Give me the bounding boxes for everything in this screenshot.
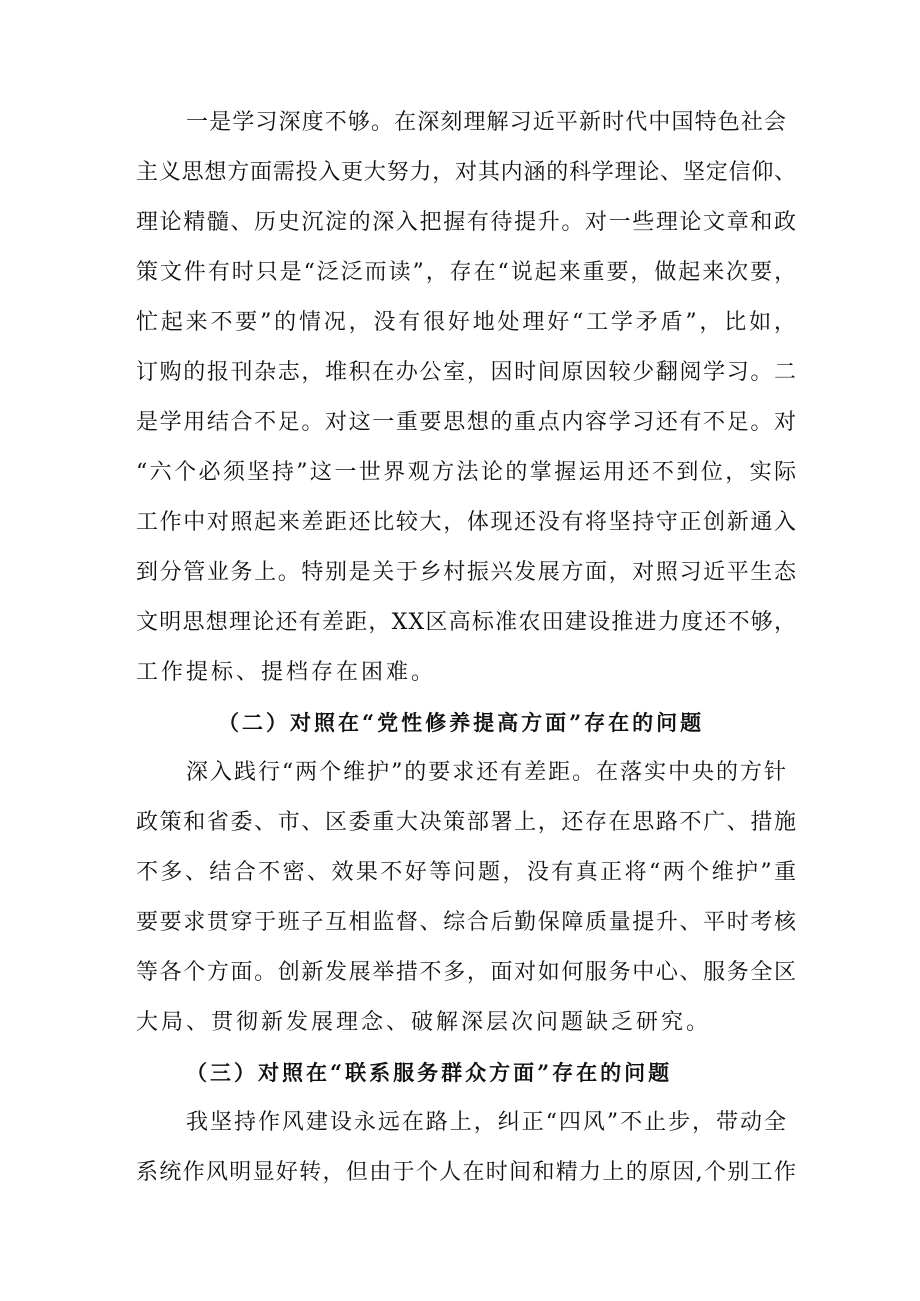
body-text-line: 主义思想方面需投入更大努力，对其内涵的科学理论、坚定信仰、 — [136, 160, 797, 185]
body-text-line: 订购的报刊杂志，堆积在办公室，因时间原因较少翻阅学习。二 — [136, 360, 798, 385]
body-text-line: 策文件有时只是“泛泛而读”，存在“说起来重要，做起来次要， — [136, 260, 799, 285]
body-text-line: 要要求贯穿于班子互相监督、综合后勤保障质量提升、平时考核 — [136, 910, 798, 935]
body-text-line: 工作提标、提档存在困难。 — [136, 660, 437, 685]
body-text-line: 系统作风明显好转，但由于个人在时间和精力上的原因,个别工作 — [136, 1160, 798, 1185]
body-text-line: 理论精髓、历史沉淀的深入把握有待提升。对一些理论文章和政 — [136, 210, 798, 235]
body-text-line: 我坚持作风建设永远在路上，纠正“四风”不止步，带动全 — [186, 1110, 788, 1135]
body-text-line: 文明思想理论还有差距，XX区高标准农田建设推进力度还不够， — [136, 610, 798, 635]
body-text-line: 工作中对照起来差距还比较大，体现还没有将坚持守正创新通入 — [136, 510, 798, 535]
body-text-line: 忙起来不要”的情况，没有很好地处理好“工学矛盾”，比如， — [136, 310, 799, 335]
body-text-line: 一是学习深度不够。在深刻理解习近平新时代中国特色社会 — [186, 110, 788, 135]
body-text-line: 等各个方面。创新发展举措不多，面对如何服务中心、服务全区 — [136, 960, 798, 985]
body-text-line: 大局、贯彻新发展理念、破解深层次问题缺乏研究。 — [136, 1010, 712, 1035]
body-text-line: 到分管业务上。特别是关于乡村振兴发展方面，对照习近平生态 — [136, 560, 798, 585]
body-text-line: “六个必须坚持”这一世界观方法论的掌握运用还不到位，实际 — [136, 460, 799, 485]
body-text-line: 深入践行“两个维护”的要求还有差距。在落实中央的方针 — [186, 760, 788, 785]
body-text-line: 不多、结合不密、效果不好等问题，没有真正将“两个维护”重 — [136, 860, 799, 885]
body-text-line: 是学用结合不足。对这一重要思想的重点内容学习还有不足。对 — [136, 410, 798, 435]
section-heading-3: （三）对照在“联系服务群众方面”存在的问题 — [186, 1060, 673, 1085]
body-text-line: 政策和省委、市、区委重大决策部署上，还存在思路不广、措施 — [136, 810, 798, 835]
section-heading-2: （二）对照在“党性修养提高方面”存在的问题 — [218, 710, 705, 735]
